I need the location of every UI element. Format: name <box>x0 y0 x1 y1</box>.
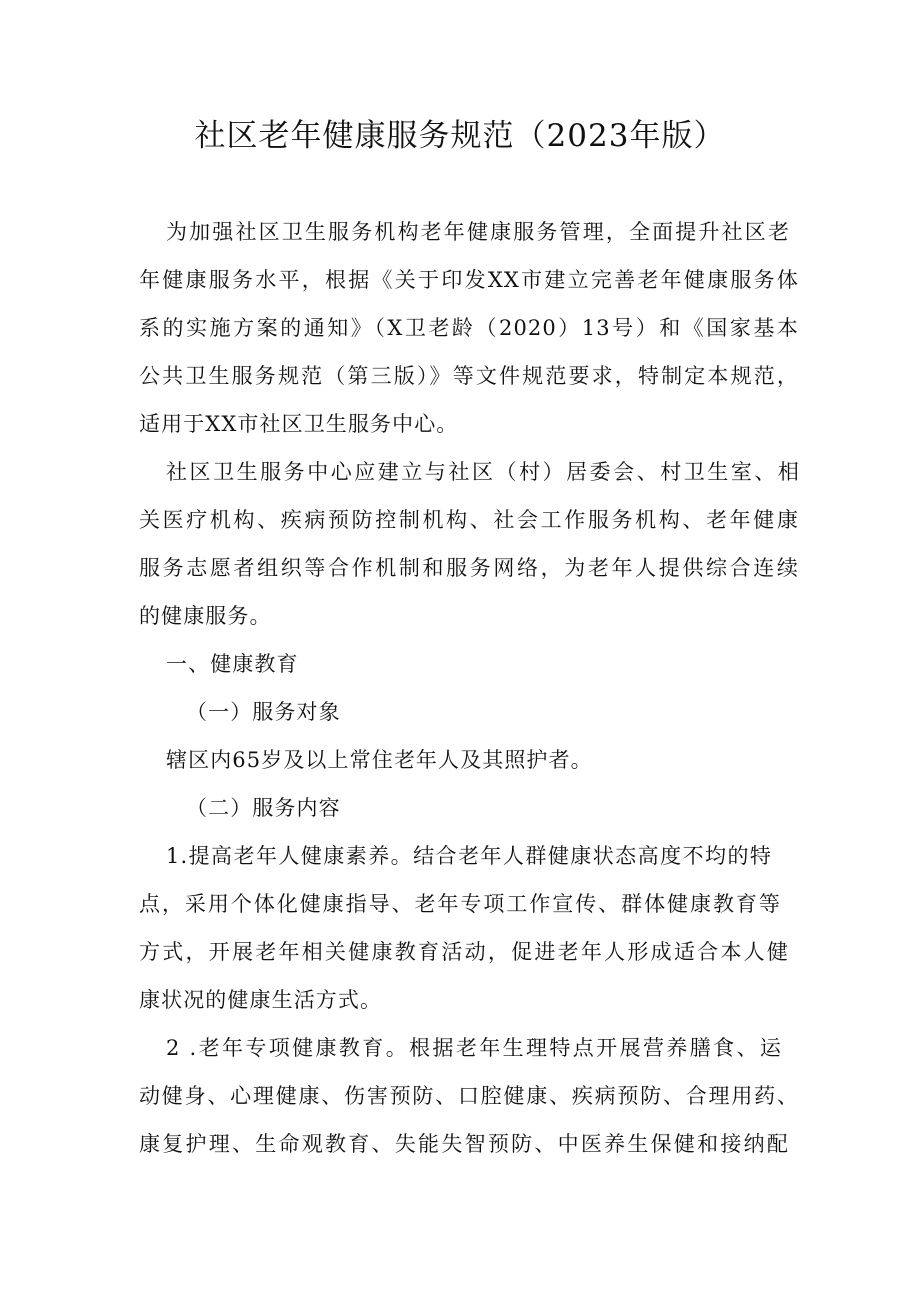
paragraph-1-line-3: 系的实施方案的通知》（X卫老龄（2020）13号）和《国家基本 <box>139 316 799 340</box>
item-1-line-4: 康状况的健康生活方式。 <box>139 988 383 1012</box>
subsection-text-service-target: 辖区内65岁及以上常住老年人及其照护者。 <box>166 748 593 772</box>
item-2-line-3: 康复护理、生命观教育、失能失智预防、中医养生保健和接纳配 <box>139 1132 789 1156</box>
item-1-line-2: 点，采用个体化健康指导、老年专项工作宣传、群体健康教育等 <box>139 892 781 916</box>
document-title: 社区老年健康服务规范（2023年版） <box>194 118 726 154</box>
paragraph-1-line-2: 年健康服务水平，根据《关于印发XX市建立完善老年健康服务体 <box>139 268 799 292</box>
item-1-line-1: 1.提高老年人健康素养。结合老年人群健康状态高度不均的特 <box>166 844 772 868</box>
paragraph-2-line-1: 社区卫生服务中心应建立与社区（村）居委会、村卫生室、相 <box>166 460 800 484</box>
item-2-line-2: 动健身、心理健康、伤害预防、口腔健康、疾病预防、合理用药、 <box>139 1084 799 1108</box>
item-1-line-3: 方式，开展老年相关健康教育活动，促进老年人形成适合本人健 <box>139 940 789 964</box>
paragraph-2-line-4: 的健康服务。 <box>139 604 272 628</box>
paragraph-1-line-1: 为加强社区卫生服务机构老年健康服务管理，全面提升社区老 <box>166 220 790 244</box>
section-heading-health-education: 一、健康教育 <box>166 652 299 676</box>
paragraph-2-line-2: 关医疗机构、疾病预防控制机构、社会工作服务机构、老年健康 <box>139 508 799 532</box>
paragraph-2-line-3: 服务志愿者组织等合作机制和服务网络，为老年人提供综合连续 <box>139 556 799 580</box>
subsection-heading-service-content: （二）服务内容 <box>186 796 341 820</box>
item-2-line-1: 2 .老年专项健康教育。根据老年生理特点开展营养膳食、运 <box>166 1036 782 1060</box>
subsection-heading-service-target: （一）服务对象 <box>186 700 341 724</box>
paragraph-1-line-4: 公共卫生服务规范（第三版）》等文件规范要求，特制定本规范， <box>139 364 799 388</box>
paragraph-1-line-5: 适用于XX市社区卫生服务中心。 <box>139 412 459 436</box>
